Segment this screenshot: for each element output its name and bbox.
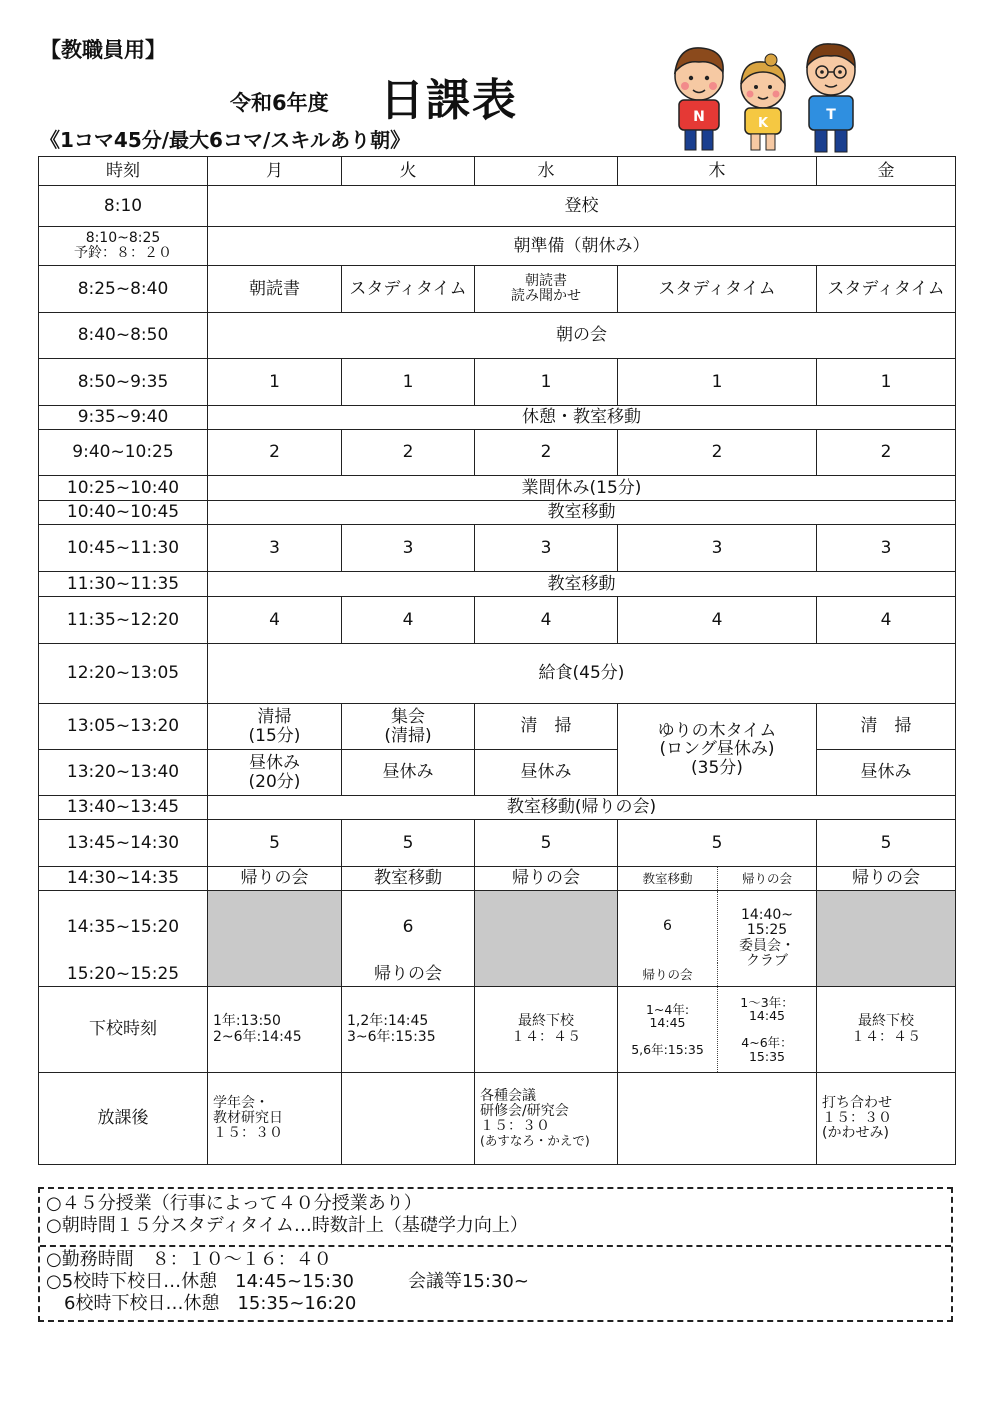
cell-tue: 6 — [342, 891, 475, 963]
time-cell: 8:25~8:40 — [39, 266, 208, 313]
table-row — [39, 525, 956, 572]
col-header-thu: 木 — [618, 157, 817, 186]
span-cell: 登校 — [208, 186, 956, 227]
kid-t-illustration — [807, 44, 855, 152]
note-line: ○勤務時間 ８：１０～１６：４０ — [46, 1249, 332, 1270]
page-subtitle: 《1コマ45分/最大6コマ/スキルあり朝》 — [40, 128, 411, 152]
period-cell: 3 — [618, 525, 817, 572]
span-cell: 教室移動 — [208, 572, 956, 597]
period-cell: 1 — [342, 359, 475, 406]
time-cell: 9:40~10:25 — [39, 430, 208, 476]
svg-text:K: K — [757, 116, 769, 131]
table-row — [39, 430, 956, 476]
notes-box — [38, 1187, 953, 1322]
period-cell: 5 — [817, 820, 956, 867]
cell-mon: 朝読書 — [208, 266, 342, 313]
table-row — [39, 501, 956, 525]
cell-tue: 集会 (清掃) — [342, 704, 475, 750]
cell-wed — [475, 1073, 618, 1165]
staff-label: 【教職員用】 — [40, 38, 166, 62]
kid-n-illustration — [675, 48, 723, 150]
period-cell: 5 — [208, 820, 342, 867]
span-cell: 教室移動 — [208, 501, 956, 525]
cell-tue — [342, 1073, 475, 1165]
cell-thu: スタディタイム — [618, 266, 817, 313]
period-cell: 5 — [618, 820, 817, 867]
table-row — [39, 644, 956, 704]
table-row — [39, 186, 956, 227]
period-cell: 2 — [208, 430, 342, 476]
cell-fri: スタディタイム — [817, 266, 956, 313]
period-cell: 3 — [342, 525, 475, 572]
span-cell: 朝の会 — [208, 313, 956, 359]
time-cell: 13:45~14:30 — [39, 820, 208, 867]
time-cell: 12:20~13:05 — [39, 644, 208, 704]
cell-thu-yurinoki: ゆりの木タイム (ロング昼休み) (35分) — [618, 704, 817, 796]
cell-thu-b: 帰りの会 — [718, 867, 817, 891]
cell-thu-b: 1～3年： 14:45 4~6年： 15:35 — [718, 987, 817, 1073]
note-line: ○朝時間１５分スタディタイム…時数計上（基礎学力向上） — [46, 1215, 528, 1236]
table-row — [39, 704, 956, 750]
period-cell: 4 — [475, 597, 618, 644]
time-cell: 13:40~13:45 — [39, 796, 208, 820]
col-header-mon: 月 — [208, 157, 342, 186]
cell-thu-a: 帰りの会 — [618, 963, 718, 987]
cell-wed: 最終下校 １４：４５ — [475, 987, 618, 1073]
time-cell: 8:10~8:25 予鈴：８：２０ — [39, 227, 208, 266]
cell-fri: 清 掃 — [817, 704, 956, 750]
cell-mon: 昼休み (20分) — [208, 750, 342, 796]
cell-thu — [618, 1073, 817, 1165]
page-title: 日課表 — [380, 75, 518, 126]
period-cell: 2 — [817, 430, 956, 476]
time-cell: 10:40~10:45 — [39, 501, 208, 525]
period-cell: 2 — [475, 430, 618, 476]
table-row — [39, 313, 956, 359]
kid-k-illustration — [741, 54, 785, 150]
time-cell: 15:20~15:25 — [39, 963, 208, 987]
cell-tue: 教室移動 — [342, 867, 475, 891]
table-row — [39, 597, 956, 644]
span-cell: 休憩・教室移動 — [208, 406, 956, 430]
time-cell: 9:35~9:40 — [39, 406, 208, 430]
time-cell: 放課後 — [39, 1073, 208, 1165]
table-row — [39, 476, 956, 501]
time-cell: 8:10 — [39, 186, 208, 227]
cell-thu-a: 1~4年: 14:45 5,6年:15:35 — [618, 987, 718, 1073]
time-cell: 8:40~8:50 — [39, 313, 208, 359]
table-row — [39, 820, 956, 867]
time-cell: 14:35~15:20 — [39, 891, 208, 963]
time-cell: 13:20~13:40 — [39, 750, 208, 796]
svg-text:N: N — [693, 109, 705, 125]
period-cell: 5 — [342, 820, 475, 867]
kids-illustration — [665, 40, 865, 158]
cell-fri: 最終下校 １４：４５ — [817, 987, 956, 1073]
period-cell: 2 — [618, 430, 817, 476]
wed-after-main: 各種会議 研修会/研究会 １５：３０ — [480, 1088, 569, 1135]
cell-mon: 学年会・ 教材研究日 １５：３０ — [208, 1073, 342, 1165]
cell-tue: 1,2年:14:45 3~6年:15:35 — [342, 987, 475, 1073]
time-cell: 14:30~14:35 — [39, 867, 208, 891]
table-row — [39, 227, 956, 266]
cell-mon: 清掃 (15分) — [208, 704, 342, 750]
note-line: ○5校時下校日…休憩 14:45~15:30 会議等15:30~ — [46, 1271, 529, 1292]
cell-wed: 昼休み — [475, 750, 618, 796]
span-cell: 給食(45分) — [208, 644, 956, 704]
cell-tue: 昼休み — [342, 750, 475, 796]
cell-tue: 帰りの会 — [342, 963, 475, 987]
period-cell: 1 — [618, 359, 817, 406]
span-cell: 朝準備（朝休み） — [208, 227, 956, 266]
period-cell: 5 — [475, 820, 618, 867]
time-cell: 8:50~9:35 — [39, 359, 208, 406]
empty-cell-fri — [817, 891, 956, 987]
time-cell: 10:25~10:40 — [39, 476, 208, 501]
time-cell: 13:05~13:20 — [39, 704, 208, 750]
span-cell: 教室移動(帰りの会) — [208, 796, 956, 820]
col-header-wed: 水 — [475, 157, 618, 186]
time-cell: 下校時刻 — [39, 987, 208, 1073]
time-cell: 11:30~11:35 — [39, 572, 208, 597]
empty-cell-wed — [475, 891, 618, 987]
cell-fri: 昼休み — [817, 750, 956, 796]
schedule-table — [38, 156, 956, 1165]
period-cell: 2 — [342, 430, 475, 476]
period-cell: 1 — [208, 359, 342, 406]
empty-cell-mon — [208, 891, 342, 987]
table-row — [39, 1073, 956, 1165]
table-row — [39, 891, 956, 963]
cell-tue: スタディタイム — [342, 266, 475, 313]
table-row — [39, 266, 956, 313]
col-header-fri: 金 — [817, 157, 956, 186]
period-cell: 1 — [475, 359, 618, 406]
note-line: ○４５分授業（行事によって４０分授業あり） — [46, 1193, 422, 1214]
period-cell: 3 — [475, 525, 618, 572]
wed-after-note: (あすなろ・かえで) — [480, 1133, 590, 1149]
table-header-row — [39, 157, 956, 186]
svg-text:T: T — [826, 107, 836, 123]
period-cell: 4 — [817, 597, 956, 644]
cell-fri: 帰りの会 — [817, 867, 956, 891]
col-header-tue: 火 — [342, 157, 475, 186]
cell-wed: 帰りの会 — [475, 867, 618, 891]
period-cell: 4 — [208, 597, 342, 644]
table-row — [39, 867, 956, 891]
time-cell: 11:35~12:20 — [39, 597, 208, 644]
span-cell: 業間休み(15分) — [208, 476, 956, 501]
cell-wed: 朝読書 読み聞かせ — [475, 266, 618, 313]
cell-thu-a: 教室移動 — [618, 867, 718, 891]
col-header-time: 時刻 — [39, 157, 208, 186]
cell-thu-a: 6 — [618, 891, 718, 963]
table-row — [39, 572, 956, 597]
cell-mon: 1年:13:50 2~6年:14:45 — [208, 987, 342, 1073]
period-cell: 3 — [817, 525, 956, 572]
table-row — [39, 750, 956, 796]
cell-fri: 打ち合わせ １５：３０ (かわせみ) — [817, 1073, 956, 1165]
period-cell: 4 — [342, 597, 475, 644]
school-year: 令和6年度 — [230, 91, 329, 115]
cell-wed: 清 掃 — [475, 704, 618, 750]
period-cell: 3 — [208, 525, 342, 572]
table-row — [39, 796, 956, 820]
table-row — [39, 987, 956, 1073]
note-line: 6校時下校日…休憩 15:35~16:20 — [46, 1293, 357, 1314]
period-cell: 1 — [817, 359, 956, 406]
cell-thu-b-club: 14:40~ 15:25 委員会・ クラブ — [718, 891, 817, 987]
table-row — [39, 359, 956, 406]
cell-mon: 帰りの会 — [208, 867, 342, 891]
table-row — [39, 406, 956, 430]
time-cell: 10:45~11:30 — [39, 525, 208, 572]
period-cell: 4 — [618, 597, 817, 644]
